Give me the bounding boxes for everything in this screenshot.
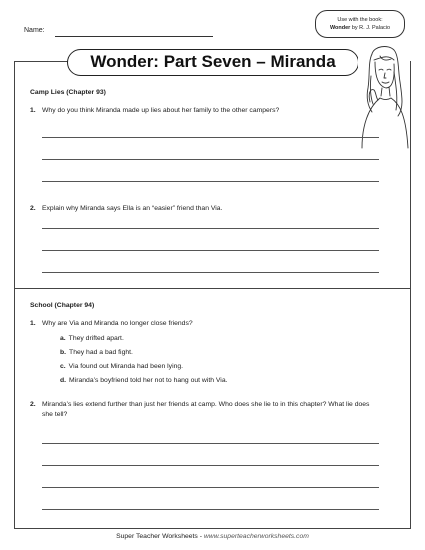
option-text: Via found out Miranda had been lying.: [68, 363, 184, 370]
worksheet-frame: [14, 61, 411, 529]
answer-line[interactable]: [42, 181, 379, 182]
answer-option-c[interactable]: [60, 363, 183, 370]
book-title: Wonder: [329, 25, 351, 31]
footer-url-link[interactable]: www.superteacherworksheets.com: [203, 533, 309, 540]
answer-line[interactable]: [42, 228, 379, 229]
page-title: Wonder: Part Seven – Miranda: [67, 49, 359, 76]
answer-line[interactable]: [42, 465, 379, 466]
miranda-illustration: [358, 42, 410, 150]
answer-line[interactable]: [42, 137, 379, 138]
question-number: 1.: [30, 320, 36, 327]
option-letter: b.: [60, 349, 67, 356]
question-text: Why are Via and Miranda no longer close friends?: [42, 320, 193, 327]
answer-line[interactable]: [42, 509, 379, 510]
answer-line[interactable]: [42, 159, 379, 160]
footer-separator: -: [197, 533, 204, 540]
answer-line[interactable]: [42, 272, 379, 273]
book-author: by R. J. Palacio: [351, 25, 391, 31]
option-letter: c.: [60, 363, 66, 370]
girl-portrait-icon: [358, 42, 410, 150]
answer-option-a[interactable]: [60, 335, 124, 342]
answer-line[interactable]: [42, 487, 379, 488]
option-letter: d.: [60, 377, 67, 384]
book-info-title-line: [316, 24, 404, 32]
section-heading-camp-lies: Camp Lies (Chapter 93): [30, 89, 106, 96]
name-line: [55, 36, 213, 37]
answer-option-b[interactable]: [60, 349, 133, 356]
question-2: [30, 204, 380, 214]
answer-option-d[interactable]: [60, 377, 228, 384]
book-info-line: Use with the book:: [337, 17, 383, 23]
answer-line[interactable]: [42, 443, 379, 444]
section-heading-school: School (Chapter 94): [30, 302, 95, 309]
question-1: [30, 319, 380, 329]
answer-line[interactable]: [42, 250, 379, 251]
section-divider: [14, 288, 411, 289]
question-1: [30, 106, 380, 116]
name-label: Name:: [24, 27, 45, 34]
option-letter: a.: [60, 335, 66, 342]
question-number: 1.: [30, 107, 36, 114]
footer: [0, 533, 425, 540]
footer-brand: Super Teacher Worksheets: [116, 533, 198, 540]
option-text: Miranda’s boyfriend told her not to hang out with Via.: [69, 377, 228, 384]
option-text: They had a bad fight.: [69, 349, 133, 356]
question-number: 2.: [30, 401, 36, 408]
option-text: They drifted apart.: [68, 335, 124, 342]
book-info-box: [315, 10, 405, 38]
question-2: [30, 400, 380, 420]
question-text: Explain why Miranda says Ella is an “easier” friend than Via.: [42, 205, 223, 212]
question-number: 2.: [30, 205, 36, 212]
question-text: Miranda’s lies extend further than just her friends at camp. Who does she lie to in this chapter? What lie does she tell?: [42, 401, 370, 418]
question-text: Why do you think Miranda made up lies about her family to the other campers?: [42, 107, 280, 114]
